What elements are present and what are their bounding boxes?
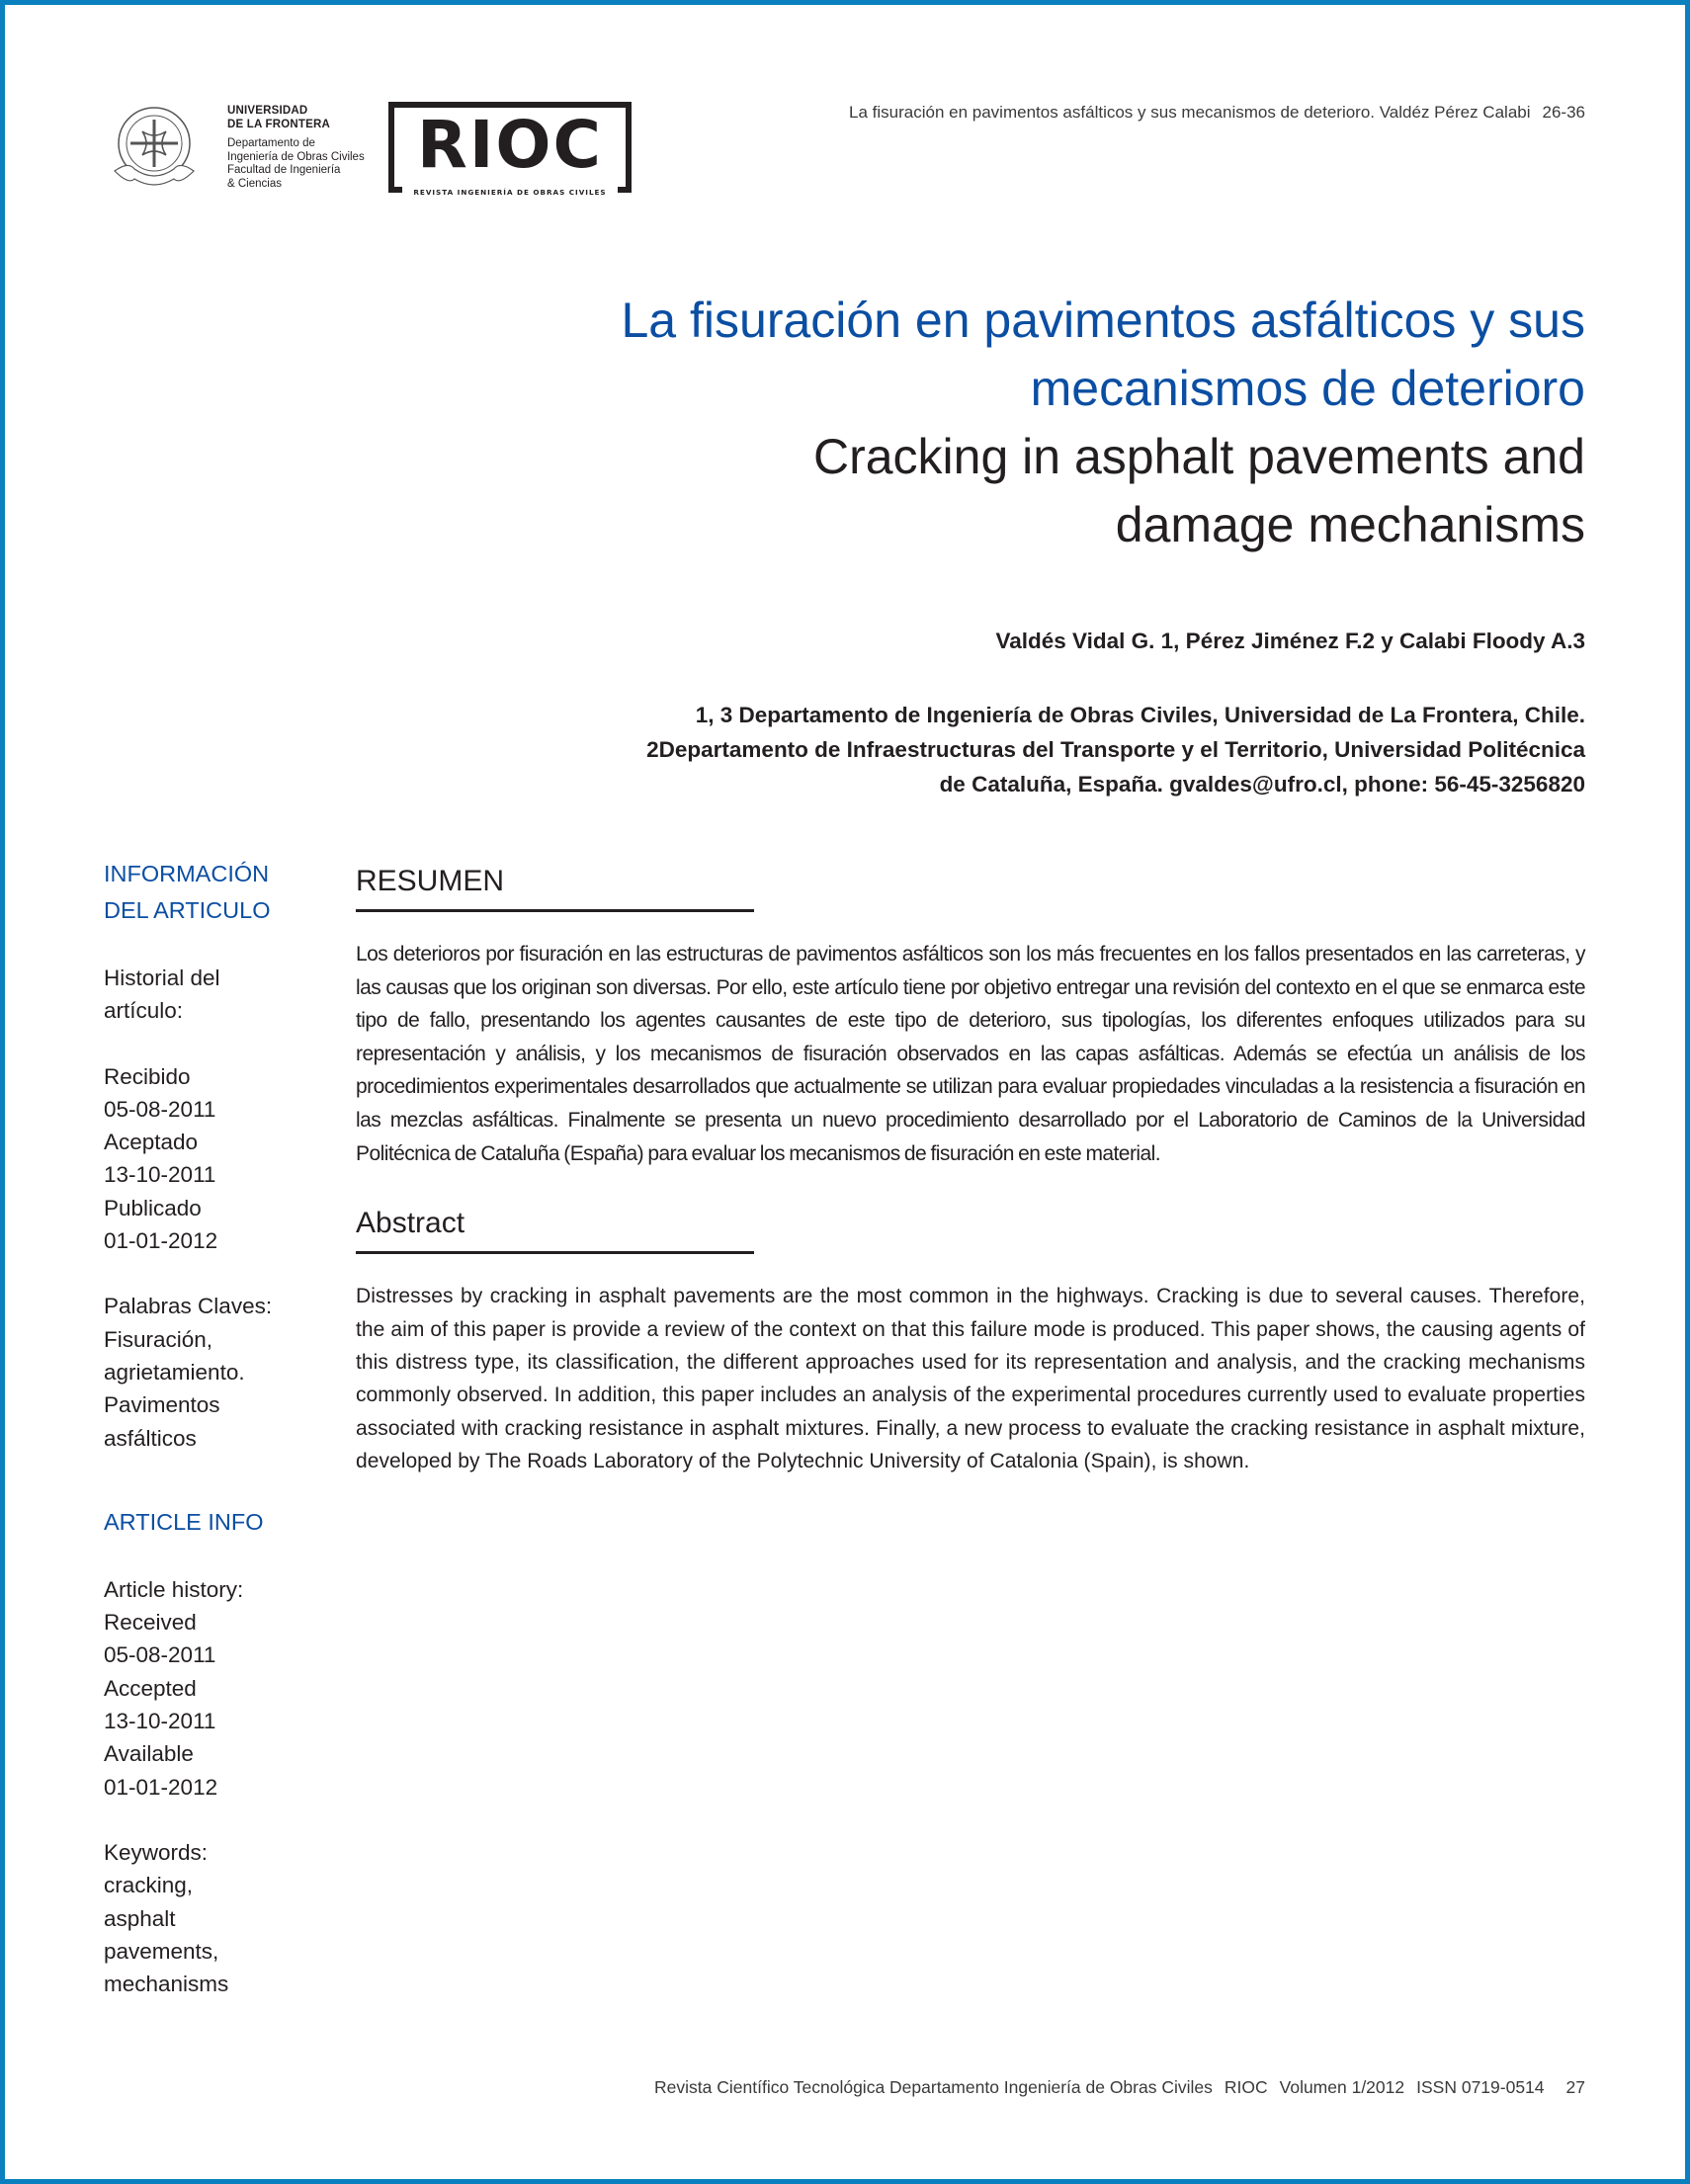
history-item-label: Received — [104, 1610, 197, 1636]
journal-logo-subtitle: REVISTA INGENIERÍA DE OBRAS CIVILES — [413, 188, 607, 197]
dept-line: Facultad de Ingeniería — [227, 164, 341, 176]
dept-line: & Ciencias — [227, 177, 282, 190]
running-head — [849, 103, 1585, 123]
logo-frame — [618, 187, 632, 193]
keywords-label-en: Keywords: — [104, 1839, 209, 1865]
footer-issn: ISSN 0719-0514 — [1416, 2077, 1545, 2097]
page-footer — [654, 2077, 1585, 2098]
title-english-line2: damage mechanisms — [1115, 497, 1585, 552]
keyword: Fisuración, — [104, 1326, 213, 1352]
keyword: Pavimentos — [104, 1392, 220, 1418]
page-number: 27 — [1565, 2077, 1585, 2097]
journal-logo — [388, 102, 632, 197]
info-heading-es: DEL ARTICULO — [104, 897, 271, 923]
keyword: pavements, — [104, 1938, 219, 1964]
history-item-date: 13-10-2011 — [104, 1162, 216, 1188]
running-head-pages: 26-36 — [1542, 103, 1585, 122]
authors: Valdés Vidal G. 1, Pérez Jiménez F.2 y Calabi Floody A.3 — [995, 629, 1585, 653]
history-item-date: 05-08-2011 — [104, 1096, 216, 1122]
title-spanish-line1: La fisuración en pavimentos asfálticos y sus — [621, 293, 1585, 348]
keyword: asfálticos — [104, 1425, 197, 1451]
university-text — [227, 104, 365, 191]
heading-rule — [356, 1251, 754, 1254]
affiliation-line: de Cataluña, España. gvaldes@ufro.cl, phone: 56-45-3256820 — [939, 772, 1585, 797]
main-content — [356, 860, 1585, 1478]
keyword: mechanisms — [104, 1972, 229, 1997]
history-item-date: 13-10-2011 — [104, 1709, 216, 1734]
title-english-line1: Cracking in asphalt pavements and — [812, 429, 1585, 484]
info-heading-es: INFORMACIÓN — [104, 861, 270, 886]
history-item-date: 01-01-2012 — [104, 1774, 218, 1800]
title-spanish-line2: mecanismos de deterioro — [1030, 361, 1585, 416]
university-name-line1: UNIVERSIDAD — [227, 105, 308, 117]
history-label-es: artículo: — [104, 998, 184, 1024]
logo-frame — [388, 102, 394, 193]
university-name-line2: DE LA FRONTERA — [227, 119, 330, 130]
footer-abbrev: RIOC — [1224, 2077, 1268, 2097]
affiliation-line: 2Departamento de Infraestructuras del Transporte y el Territorio, Universidad Politécnica — [646, 737, 1585, 762]
keyword: asphalt — [104, 1905, 176, 1931]
history-item-label: Publicado — [104, 1195, 202, 1220]
dept-line: Departamento de — [227, 137, 315, 149]
running-head-title: La fisuración en pavimentos asfálticos y sus mecanismos de deterioro. Valdéz Pérez Calabi — [849, 103, 1531, 122]
article-info-sidebar — [104, 856, 301, 2000]
footer-volume: Volumen 1/2012 — [1279, 2077, 1405, 2097]
logo-frame — [626, 102, 632, 193]
history-item-label: Recibido — [104, 1063, 191, 1089]
article-title-block — [622, 287, 1586, 559]
abstract-heading: Abstract — [356, 1207, 465, 1240]
history-item-label: Accepted — [104, 1675, 197, 1701]
history-item-label: Available — [104, 1741, 194, 1767]
keyword: cracking, — [104, 1873, 194, 1898]
resumen-text: Los deterioros por fisuración en las estructuras de pavimentos asfálticos son los más frecuentes en los fallos presentados en las carreteras, y las causas que los originan son diversas. Por ello, este artículo tiene por objetivo entregar una revisión del contexto en el que se enmarca este tipo de fallo, presentando los agentes causantes de este tipo de deterioro, sus tipologías, los diferentes enfoques utilizados para su representación y análisis, y los mecanismos de fisuración observados en las capas asfálticas. Además se efectúa un análisis de los procedimientos experimentales desarrollados que actualmente se utilizan para evaluar propiedades vinculadas a la resistencia a fisuración en las mezclas asfálticas. Finalmente se presenta un nuevo procedimiento desarrollado por el Laboratorio de Caminos de la Universidad Politécnica de Cataluña (España) para evaluar los mecanismos de fisuración en este material. — [356, 943, 1585, 1165]
history-item-date: 01-01-2012 — [104, 1228, 218, 1254]
affiliations — [646, 698, 1585, 801]
resumen-heading: RESUMEN — [356, 865, 505, 897]
footer-journal: Revista Científico Tecnológica Departamento Ingeniería de Obras Civiles — [654, 2077, 1213, 2097]
dept-line: Ingeniería de Obras Civiles — [227, 150, 365, 163]
journal-logo-word: RIOC — [417, 107, 603, 183]
keywords-label-es: Palabras Claves: — [104, 1294, 273, 1319]
university-seal-icon — [109, 102, 200, 193]
history-item-label: Aceptado — [104, 1130, 199, 1155]
info-heading-en: ARTICLE INFO — [104, 1508, 264, 1535]
logo-frame — [388, 187, 402, 193]
department-lines — [227, 137, 365, 191]
history-label-en: Article history: — [104, 1576, 244, 1602]
abstract-text: Distresses by cracking in asphalt pavements are the most common in the highways. Cracking is due to several causes. Therefore, the aim of this paper is provide a review of the context on that this failure mode is produced. This paper shows, the causing agents of this distress type, its classification, the different approaches used for its representation and analysis, and the cracking mechanisms commonly observed. In addition, this paper includes an analysis of the experimental procedures currently used to evaluate properties associated with cracking resistance in asphalt mixtures. Finally, a new process to evaluate the cracking resistance in asphalt mixture, developed by The Roads Laboratory of the Polytechnic University of Catalonia (Spain), is shown. — [356, 1285, 1585, 1473]
keyword: agrietamiento. — [104, 1359, 245, 1385]
heading-rule — [356, 909, 754, 912]
history-label-es: Historial del — [104, 966, 220, 990]
affiliation-line: 1, 3 Departamento de Ingeniería de Obras Civiles, Universidad de La Frontera, Chile. — [695, 703, 1585, 727]
history-item-date: 05-08-2011 — [104, 1642, 216, 1668]
